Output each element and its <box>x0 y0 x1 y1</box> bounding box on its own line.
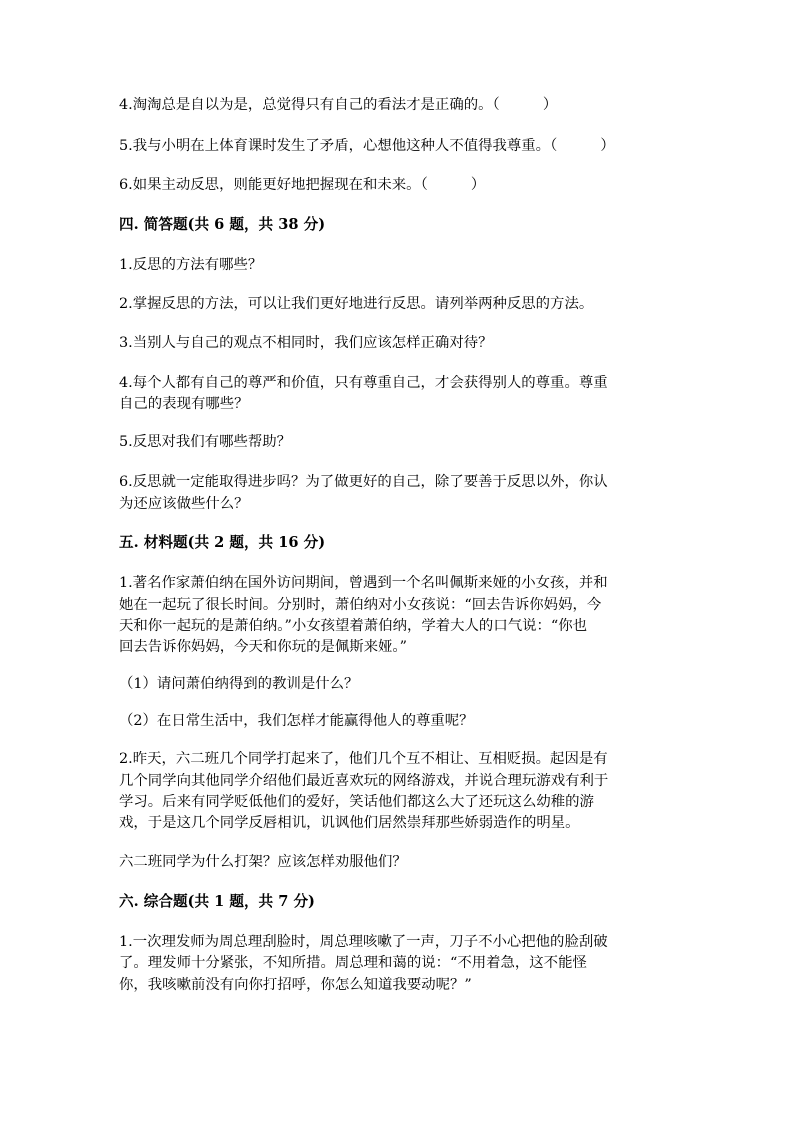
question-3: 3.当别人与自己的观点不相同时，我们应该怎样正确对待？ <box>119 335 493 351</box>
judgement-item-5: 5.我与小明在上体育课时发生了矛盾，心想他这种人不值得我尊重。（ ） <box>119 138 615 154</box>
material-2-line-2: 几个同学向其他同学介绍他们最近喜欢玩的网络游戏，并说合理玩游戏有利于 <box>119 773 609 789</box>
question-2: 2.掌握反思的方法，可以让我们更好地进行反思。请列举两种反思的方法。 <box>119 296 594 312</box>
question-6-line-2: 为还应该做些什么？ <box>119 496 249 512</box>
section-heading-short-answer: 四. 简答题(共 6 题，共 38 分) <box>119 216 326 233</box>
question-6-line-1: 6.反思就一定能取得进步吗？为了做更好的自己，除了要善于反思以外，你认 <box>119 474 608 490</box>
material-1-subquestion-2: （2）在日常生活中，我们怎样才能赢得他人的尊重呢？ <box>119 713 474 729</box>
judgement-item-4: 4.淘淘总是自以为是，总觉得只有自己的看法才是正确的。（ ） <box>119 97 558 113</box>
question-4-line-2: 自己的表现有哪些？ <box>119 396 249 412</box>
material-1-line-1: 1.著名作家萧伯纳在国外访问期间，曾遇到一个名叫佩斯来娅的小女孩，并和 <box>119 575 608 591</box>
material-1-line-4: 回去告诉你妈妈，今天和你玩的是佩斯来娅。” <box>119 639 407 655</box>
comprehensive-1-line-1: 1.一次理发师为周总理刮脸时，周总理咳嗽了一声，刀子不小心把他的脸刮破 <box>119 934 608 950</box>
comprehensive-1-line-3: 你，我咳嗽前没有向你打招呼，你怎么知道我要动呢？” <box>119 977 472 993</box>
material-1-line-3: 天和你一起玩的是萧伯纳。”小女孩望着萧伯纳，学着大人的口气说：“你也 <box>119 618 588 634</box>
material-2-line-3: 学习。后来有同学贬低他们的爱好，笑话他们都这么大了还玩这么幼稚的游 <box>119 794 594 810</box>
question-5: 5.反思对我们有哪些帮助？ <box>119 434 292 450</box>
comprehensive-1-line-2: 了。理发师十分紧张，不知所措。周总理和蔼的说：“不用着急，这不能怪 <box>119 955 587 971</box>
section-heading-comprehensive: 六. 综合题(共 1 题，共 7 分) <box>119 893 315 910</box>
judgement-item-6: 6.如果主动反思，则能更好地把握现在和未来。（ ） <box>119 177 486 193</box>
material-1-subquestion-1: （1）请问萧伯纳得到的教训是什么？ <box>119 676 359 692</box>
material-2-line-1: 2.昨天，六二班几个同学打起来了，他们几个互不相让、互相贬损。起因是有 <box>119 751 608 767</box>
question-4-line-1: 4.每个人都有自己的尊严和价值，只有尊重自己，才会获得别人的尊重。尊重 <box>119 375 608 391</box>
question-1: 1.反思的方法有哪些？ <box>119 257 263 273</box>
material-1-line-2: 她在一起玩了很长时间。分别时，萧伯纳对小女孩说：“回去告诉你妈妈，今 <box>119 597 602 613</box>
section-heading-material: 五. 材料题(共 2 题，共 16 分) <box>119 534 326 551</box>
material-2-question: 六二班同学为什么打架？应该怎样劝服他们？ <box>119 854 407 870</box>
material-2-line-4: 戏，于是这几个同学反唇相讥，讥讽他们居然崇拜那些娇弱造作的明星。 <box>119 815 580 831</box>
